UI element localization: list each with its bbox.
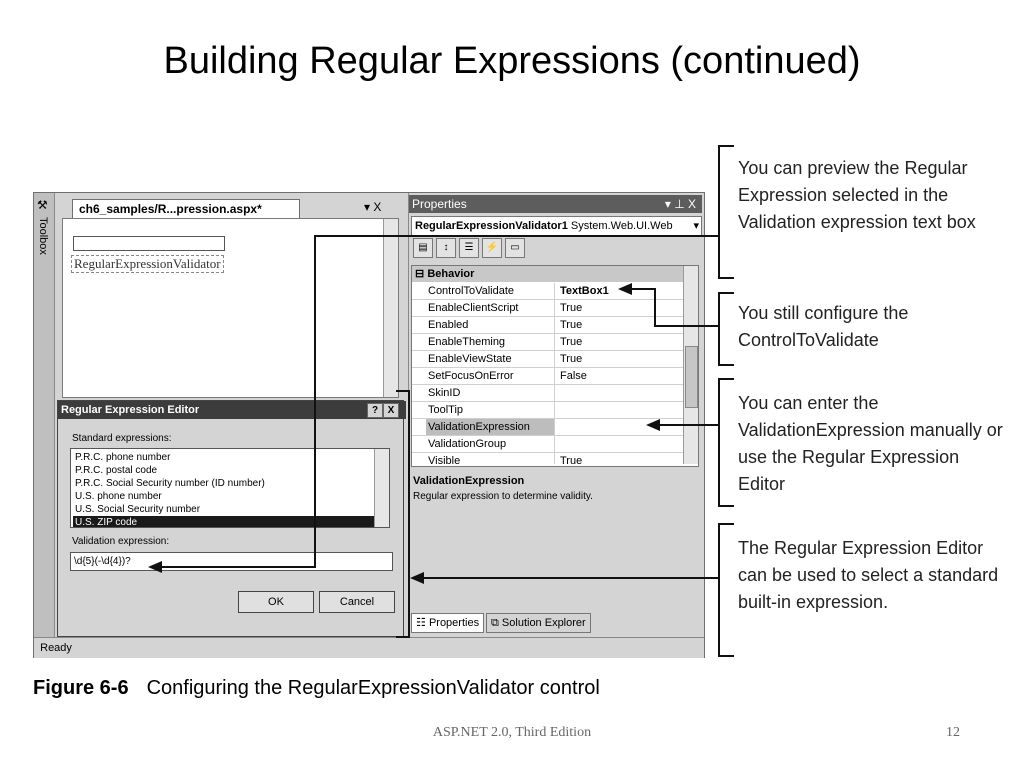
- property-name: Enabled: [426, 317, 555, 333]
- designer-scrollbar[interactable]: [383, 219, 398, 397]
- connector-line: [314, 235, 718, 237]
- connector-line: [660, 424, 718, 426]
- callout-editor: The Regular Expression Editor can be used to select a standard built-in expression.: [738, 538, 999, 612]
- events-icon[interactable]: ⚡: [482, 238, 502, 258]
- footer-text: ASP.NET 2.0, Third Edition: [432, 725, 592, 740]
- property-description: [411, 469, 697, 609]
- connector-line: [422, 577, 718, 579]
- property-row[interactable]: [412, 334, 684, 351]
- property-row[interactable]: [412, 300, 684, 317]
- description-text: Regular expression to determine validity.: [413, 491, 593, 502]
- validation-expression-input[interactable]: \d{5}(-\d{4})?: [70, 552, 393, 571]
- properties-icon[interactable]: ☰: [459, 238, 479, 258]
- property-row[interactable]: [412, 368, 684, 385]
- property-value[interactable]: True: [560, 336, 583, 348]
- property-name: EnableViewState: [426, 351, 555, 367]
- list-item-selected[interactable]: U.S. ZIP code: [73, 516, 375, 527]
- tab-solution-explorer[interactable]: [486, 613, 591, 633]
- validation-expression-label: Validation expression:: [72, 536, 170, 547]
- description-title: ValidationExpression: [413, 475, 525, 487]
- property-name: SetFocusOnError: [426, 368, 555, 384]
- property-name: ValidationExpression: [426, 419, 555, 435]
- property-name: ValidationGroup: [426, 436, 555, 452]
- help-button[interactable]: ?: [367, 403, 383, 418]
- connector-line: [314, 235, 316, 567]
- property-value[interactable]: [557, 402, 684, 418]
- arrow-left-icon: [410, 572, 424, 584]
- scroll-thumb[interactable]: [685, 346, 698, 408]
- callout-bracket: [718, 145, 734, 279]
- property-grid-scrollbar[interactable]: [683, 266, 698, 464]
- standard-expressions-list[interactable]: [70, 448, 390, 528]
- ide-window: [33, 192, 705, 658]
- document-window-controls[interactable]: ▾ X: [364, 200, 382, 214]
- property-value[interactable]: True: [560, 353, 583, 365]
- connector-line: [160, 566, 316, 568]
- properties-title: Properties: [412, 197, 467, 211]
- callout-bracket: [718, 378, 734, 507]
- property-row[interactable]: [412, 385, 684, 402]
- properties-tab-icon: ☷: [416, 617, 426, 629]
- tab-properties[interactable]: [411, 613, 484, 633]
- dialog-title-bar: [58, 401, 406, 419]
- status-text: Ready: [40, 642, 72, 654]
- property-name: Visible: [426, 453, 555, 464]
- bottom-tabs: [411, 613, 697, 633]
- object-name: RegularExpressionValidator1: [415, 220, 568, 232]
- property-name: ToolTip: [426, 402, 555, 418]
- object-selector[interactable]: [411, 216, 702, 236]
- property-value[interactable]: False: [560, 370, 587, 382]
- toolbox-icon: ⚒: [37, 198, 48, 212]
- dialog-title: Regular Expression Editor: [61, 404, 200, 416]
- connector-line: [654, 288, 656, 327]
- figure-label: Figure 6-6: [33, 677, 129, 699]
- callout-bracket: [718, 523, 734, 657]
- alphabetical-icon[interactable]: ↕: [436, 238, 456, 258]
- property-value[interactable]: True: [560, 319, 583, 331]
- close-button[interactable]: X: [383, 403, 399, 418]
- callout-preview: You can preview the Regular Expression selected in the Validation expression text box: [738, 158, 976, 232]
- property-value[interactable]: True: [560, 302, 583, 314]
- property-row[interactable]: [412, 283, 684, 300]
- designer-validator-control[interactable]: RegularExpressionValidator: [71, 255, 224, 273]
- callout-validation-expression: You can enter the ValidationExpression manually or use the Regular Expression Editor: [738, 393, 1003, 494]
- figure-caption: [33, 677, 600, 700]
- list-item[interactable]: P.R.C. postal code: [75, 465, 158, 476]
- list-scrollbar[interactable]: [374, 449, 389, 527]
- list-item[interactable]: P.R.C. Social Security number (ID number): [75, 478, 265, 489]
- toolbox-label: Toolbox: [37, 217, 49, 255]
- designer-textbox[interactable]: [73, 236, 225, 251]
- object-type: System.Web.UI.Web: [570, 220, 673, 232]
- arrow-left-icon: [618, 283, 632, 295]
- property-name: SkinID: [426, 385, 555, 401]
- categorized-icon[interactable]: ▤: [413, 238, 433, 258]
- property-row[interactable]: [412, 351, 684, 368]
- list-item[interactable]: U.S. Social Security number: [75, 504, 201, 515]
- property-row[interactable]: [412, 436, 684, 453]
- properties-title-bar: [409, 195, 702, 213]
- property-value[interactable]: TextBox1: [560, 285, 609, 297]
- standard-expressions-label: Standard expressions:: [72, 433, 172, 444]
- page-number: 12: [946, 725, 960, 740]
- property-value[interactable]: True: [560, 455, 583, 464]
- property-value[interactable]: [557, 436, 684, 452]
- tab-properties-label: Properties: [428, 617, 480, 629]
- design-surface[interactable]: [62, 218, 399, 398]
- category-row[interactable]: ⊟ Behavior: [412, 266, 684, 282]
- regex-editor-dialog: [57, 400, 404, 637]
- connector-line: [654, 325, 718, 327]
- dialog-bracket: [396, 390, 410, 638]
- arrow-left-icon: [148, 561, 162, 573]
- toolbox-strip[interactable]: [34, 193, 55, 637]
- arrow-left-icon: [646, 419, 660, 431]
- property-row-selected[interactable]: [412, 419, 684, 436]
- tab-solution-label: Solution Explorer: [501, 617, 586, 629]
- list-item[interactable]: U.S. phone number: [75, 491, 162, 502]
- properties-toolbar: [413, 238, 613, 262]
- property-pages-icon[interactable]: ▭: [505, 238, 525, 258]
- property-value[interactable]: [557, 419, 684, 435]
- category-label: Behavior: [427, 268, 475, 280]
- property-name: EnableTheming: [426, 334, 555, 350]
- figure-text: Configuring the RegularExpressionValidator control: [146, 677, 600, 699]
- ok-button[interactable]: OK: [238, 591, 314, 613]
- connector-line: [630, 288, 656, 290]
- properties-window: [408, 193, 701, 637]
- properties-window-controls[interactable]: ▾ ⊥ X: [664, 197, 696, 211]
- property-name: EnableClientScript: [426, 300, 555, 316]
- callout-control-to-validate: You still configure the ControlToValidate: [738, 303, 909, 350]
- slide-title: Building Regular Expressions (continued): [163, 40, 861, 82]
- property-name: ControlToValidate: [426, 283, 555, 299]
- cancel-button[interactable]: Cancel: [319, 591, 395, 613]
- callout-bracket: [718, 292, 734, 366]
- solution-explorer-icon: ⧉: [491, 617, 499, 629]
- property-value[interactable]: [557, 385, 684, 401]
- list-item[interactable]: P.R.C. phone number: [75, 452, 171, 463]
- property-row[interactable]: [412, 453, 684, 464]
- chevron-down-icon[interactable]: ▾: [693, 220, 699, 232]
- property-row[interactable]: [412, 402, 684, 419]
- document-tab[interactable]: ch6_samples/R...pression.aspx*: [72, 199, 300, 218]
- property-row[interactable]: [412, 317, 684, 334]
- status-bar: [34, 637, 704, 658]
